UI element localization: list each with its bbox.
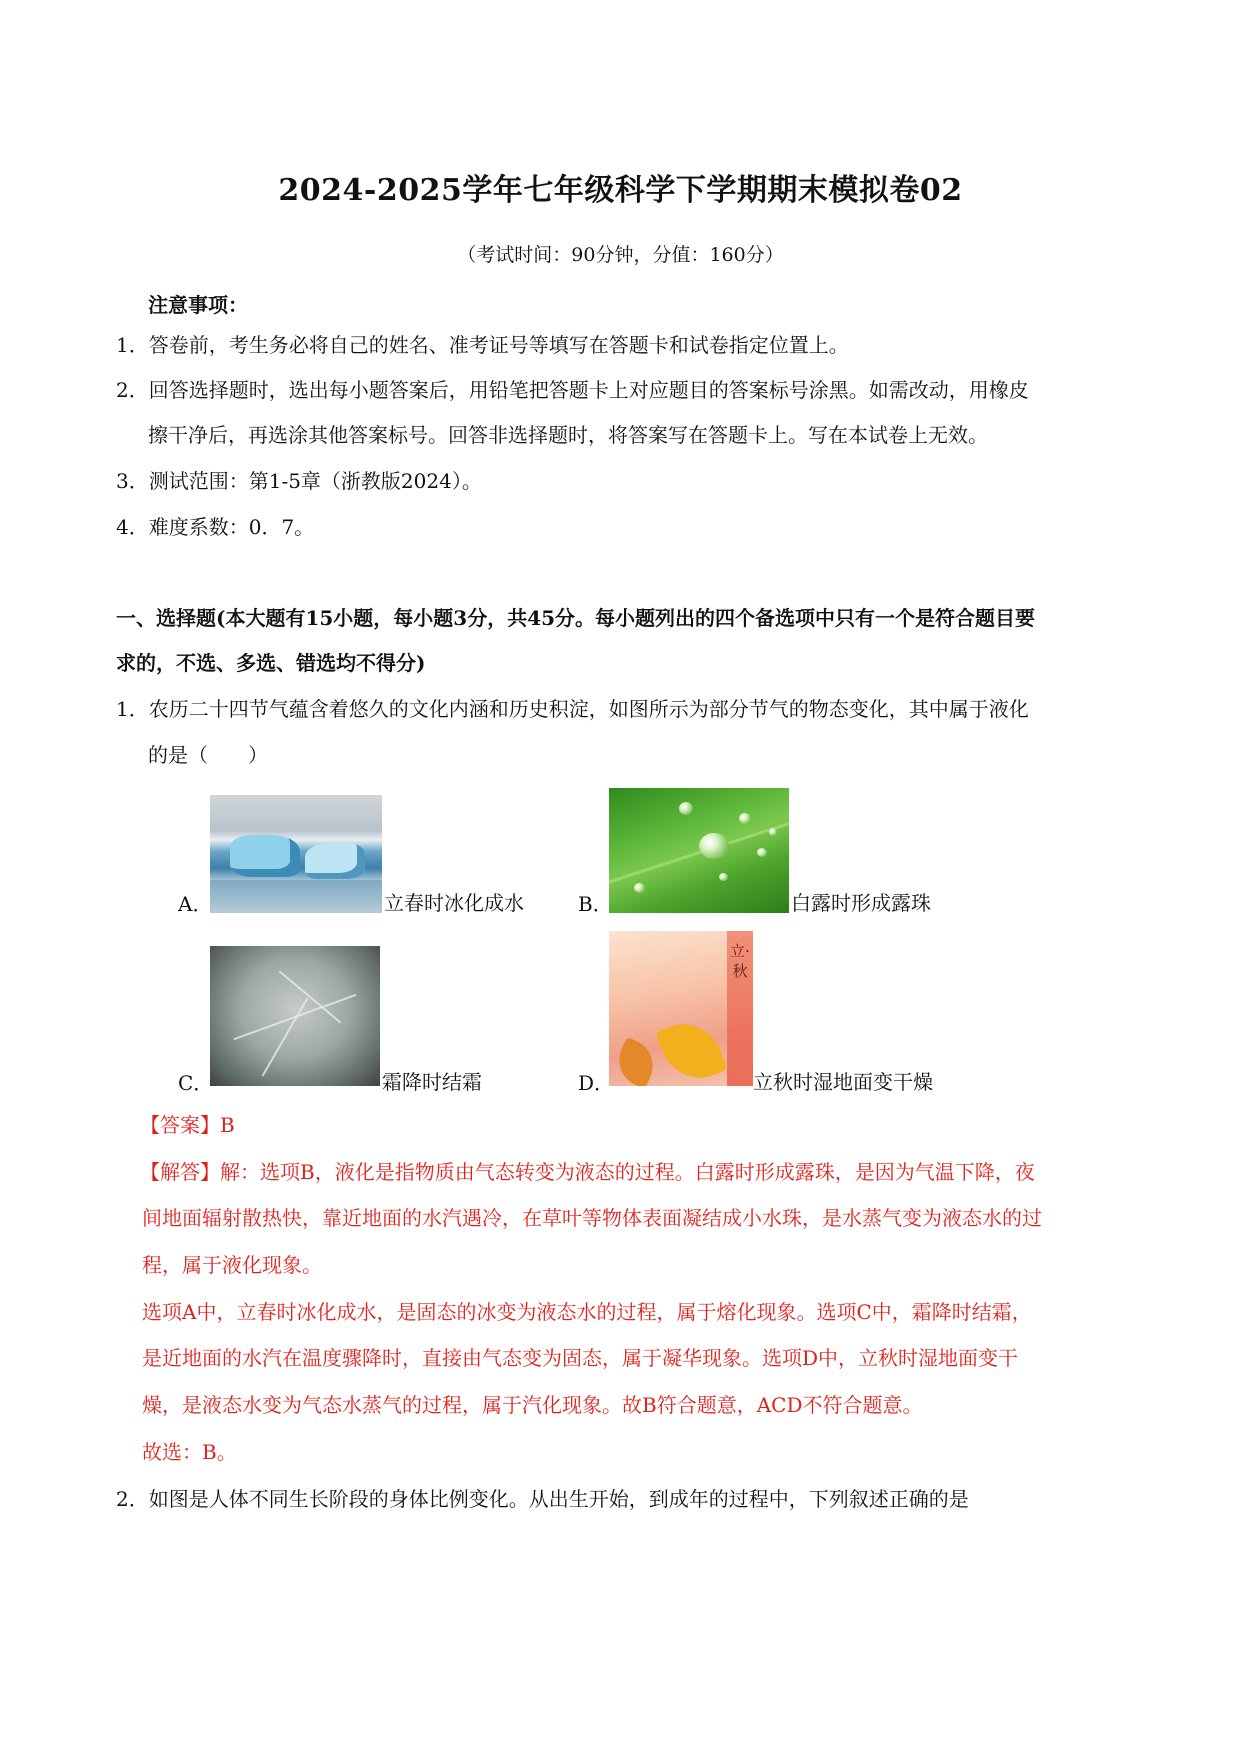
q2-stem-line1: 2．如图是人体不同生长阶段的身体比例变化。从出生开始，到成年的过程中，下列叙述正确的是 xyxy=(116,1487,969,1511)
note-item-2: 2．回答选择题时，选出每小题答案后，用铅笔把答题卡上对应题目的答案标号涂黑。如需改动，用橡皮 xyxy=(116,378,1029,402)
frost-leaf-photo xyxy=(210,946,380,1086)
analysis-line-2: 间地面辐射散热快，靠近地面的水汽遇冷，在草叶等物体表面凝结成小水珠，是水蒸气变为液态水的过 xyxy=(142,1206,1042,1230)
option-d-text: 立秋时湿地面变干燥 xyxy=(753,1070,933,1094)
option-c-letter: C． xyxy=(178,1071,214,1095)
option-a-letter: A． xyxy=(178,892,213,916)
answer-text: 【答案】B xyxy=(140,1113,235,1137)
analysis-line-7: 故选：B。 xyxy=(142,1440,237,1464)
section-heading-line1: 一、选择题(本大题有15小题，每小题3分，共45分。每小题列出的四个备选项中只有一个是符合题目要 xyxy=(116,606,1036,630)
analysis-line-5: 是近地面的水汽在温度骤降时，直接由气态变为固态，属于凝华现象。选项D中，立秋时湿地面变干 xyxy=(142,1346,1019,1370)
option-c-text: 霜降时结霜 xyxy=(382,1070,482,1094)
analysis-line-1 xyxy=(140,1157,1035,1187)
analysis-line-3: 程，属于液化现象。 xyxy=(142,1253,322,1277)
analysis-label: 【解答】 xyxy=(140,1160,220,1184)
autumn-photo-caption: 立·秋 xyxy=(730,942,750,980)
option-a-text: 立春时冰化成水 xyxy=(384,891,524,915)
page-title: 2024-2025学年七年级科学下学期期末模拟卷02 xyxy=(278,173,963,208)
note-item-2-cont: 擦干净后，再选涂其他答案标号。回答非选择题时，将答案写在答题卡上。写在本试卷上无效。 xyxy=(148,423,988,447)
analysis-line-1-text: 解：选项B，液化是指物质由气态转变为液态的过程。白露时形成露珠，是因为气温下降，夜 xyxy=(220,1160,1035,1184)
glacier-photo xyxy=(210,795,382,913)
section-heading-line2: 求的，不选、多选、错选均不得分) xyxy=(116,651,426,675)
q1-stem-line2: 的是（ ） xyxy=(148,743,268,767)
q1-stem-line1: 1．农历二十四节气蕴含着悠久的文化内涵和历史积淀，如图所示为部分节气的物态变化，其中属于液化 xyxy=(116,697,1029,721)
analysis-line-6: 燥，是液态水变为气态水蒸气的过程，属于汽化现象。故B符合题意，ACD不符合题意。 xyxy=(142,1393,923,1417)
dew-leaf-photo xyxy=(609,788,789,913)
option-b-letter: B． xyxy=(578,892,613,916)
option-d-letter: D． xyxy=(578,1071,615,1095)
note-item-1: 1．答卷前，考生务必将自己的姓名、准考证号等填写在答题卡和试卷指定位置上。 xyxy=(116,333,849,357)
note-item-3: 3．测试范围：第1-5章（浙教版2024）。 xyxy=(116,469,482,493)
note-item-4: 4．难度系数：0．7。 xyxy=(116,515,315,539)
exam-info: （考试时间：90分钟，分值：160分） xyxy=(457,244,784,266)
analysis-line-4: 选项A中，立春时冰化成水，是固态的冰变为液态水的过程，属于熔化现象。选项C中，霜降时结霜， xyxy=(142,1300,1032,1324)
notes-heading: 注意事项： xyxy=(148,293,248,317)
option-b-text: 白露时形成露珠 xyxy=(791,891,931,915)
autumn-leaf-photo xyxy=(609,931,753,1086)
